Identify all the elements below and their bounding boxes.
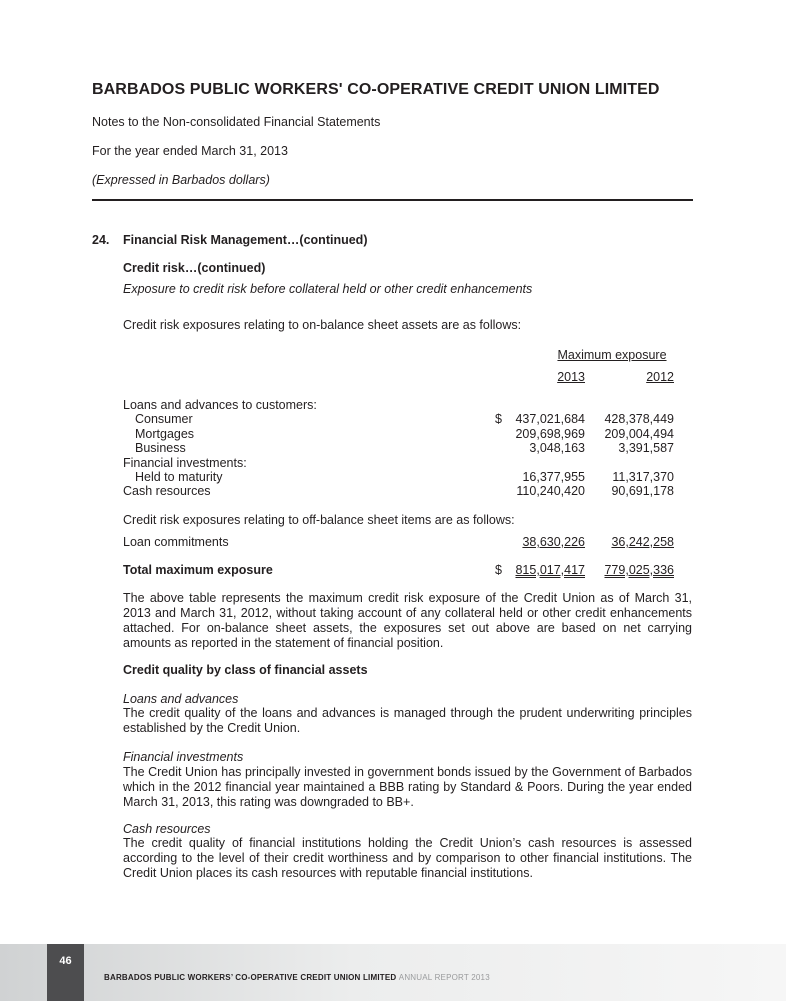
total-currency-symbol: $ — [495, 563, 502, 577]
credit-risk-note: Exposure to credit risk before collateral held or other credit enhancements — [123, 282, 533, 296]
header-divider — [92, 199, 693, 201]
mortgages-label: Mortgages — [135, 427, 195, 441]
footer-report-label: ANNUAL REPORT 2013 — [398, 973, 490, 982]
investments-group-label: Financial investments: — [123, 456, 247, 470]
business-2012: 3,391,587 — [618, 441, 674, 455]
held-to-maturity-2013: 16,377,955 — [522, 470, 585, 484]
statement-subtitle: Notes to the Non-consolidated Financial Statements — [92, 115, 381, 129]
cash-resources-2012: 90,691,178 — [611, 484, 674, 498]
footer-text — [104, 973, 490, 982]
currency-symbol: $ — [495, 412, 502, 426]
investments-heading: Financial investments — [123, 750, 244, 764]
cash-text: The credit quality of financial institutions holding the Credit Union’s cash resources is assessed according to the level of their credit worthiness and by comparison to other financial institutions. The Credit Union places its cash resources with reputable financial institutions. — [123, 836, 692, 880]
credit-quality-heading: Credit quality by class of financial assets — [123, 663, 368, 677]
loans-group-label: Loans and advances to customers: — [123, 398, 317, 412]
consumer-2013: 437,021,684 — [515, 412, 585, 426]
total-2012: 779,025,336 — [604, 563, 674, 577]
cash-resources-2013: 110,240,420 — [516, 484, 585, 498]
column-2013: 2013 — [557, 370, 585, 384]
mortgages-2013: 209,698,969 — [515, 427, 585, 441]
consumer-label: Consumer — [135, 412, 193, 426]
column-2012: 2012 — [646, 370, 674, 384]
loans-text: The credit quality of the loans and advances is managed through the prudent underwriting principles established by the Credit Union. — [123, 706, 692, 735]
section-number: 24. — [92, 233, 110, 247]
held-to-maturity-2012: 11,317,370 — [612, 470, 674, 484]
page-number: 46 — [59, 955, 72, 967]
business-label: Business — [135, 441, 186, 455]
business-2013: 3,048,163 — [529, 441, 585, 455]
loan-commitments-2013: 38,630,226 — [522, 535, 585, 549]
loans-heading: Loans and advances — [123, 692, 239, 706]
investments-text: The Credit Union has principally invested in government bonds issued by the Government of Barbados which in the 2012 financial year maintained a BBB rating by Standard & Poors. During the year ended March 31, 2013, this rating was downgraded to BB+. — [123, 765, 692, 809]
total-2013: 815,017,417 — [515, 563, 585, 577]
section-title: Financial Risk Management…(continued) — [123, 233, 368, 247]
credit-risk-subheading: Credit risk…(continued) — [123, 261, 266, 275]
maximum-exposure-header: Maximum exposure — [557, 348, 667, 362]
off-balance-intro: Credit risk exposures relating to off-balance sheet items are as follows: — [123, 513, 515, 527]
summary-paragraph: The above table represents the maximum credit risk exposure of the Credit Union as of March 31, 2013 and March 31, 2012, without taking account of any collateral held or other credit enhancements attached. For on-balance sheet assets, the exposures set out above are based on net carrying amounts as reported in the statement of financial position. — [123, 591, 692, 650]
period-text: For the year ended March 31, 2013 — [92, 144, 288, 158]
held-to-maturity-label: Held to maturity — [135, 470, 223, 484]
on-balance-intro: Credit risk exposures relating to on-balance sheet assets are as follows: — [123, 318, 522, 332]
cash-heading: Cash resources — [123, 822, 211, 836]
page-number-box — [47, 944, 84, 1001]
loan-commitments-label: Loan commitments — [123, 535, 229, 549]
total-label: Total maximum exposure — [123, 563, 273, 577]
footer-org-name: BARBADOS PUBLIC WORKERS’ CO-OPERATIVE CREDIT UNION LIMITED — [104, 973, 397, 982]
cash-resources-label: Cash resources — [123, 484, 211, 498]
consumer-2012: 428,378,449 — [604, 412, 674, 426]
loan-commitments-2012: 36,242,258 — [611, 535, 674, 549]
organization-title: BARBADOS PUBLIC WORKERS' CO-OPERATIVE CREDIT UNION LIMITED — [92, 81, 660, 98]
mortgages-2012: 209,004,494 — [604, 427, 674, 441]
currency-note: (Expressed in Barbados dollars) — [92, 173, 270, 187]
